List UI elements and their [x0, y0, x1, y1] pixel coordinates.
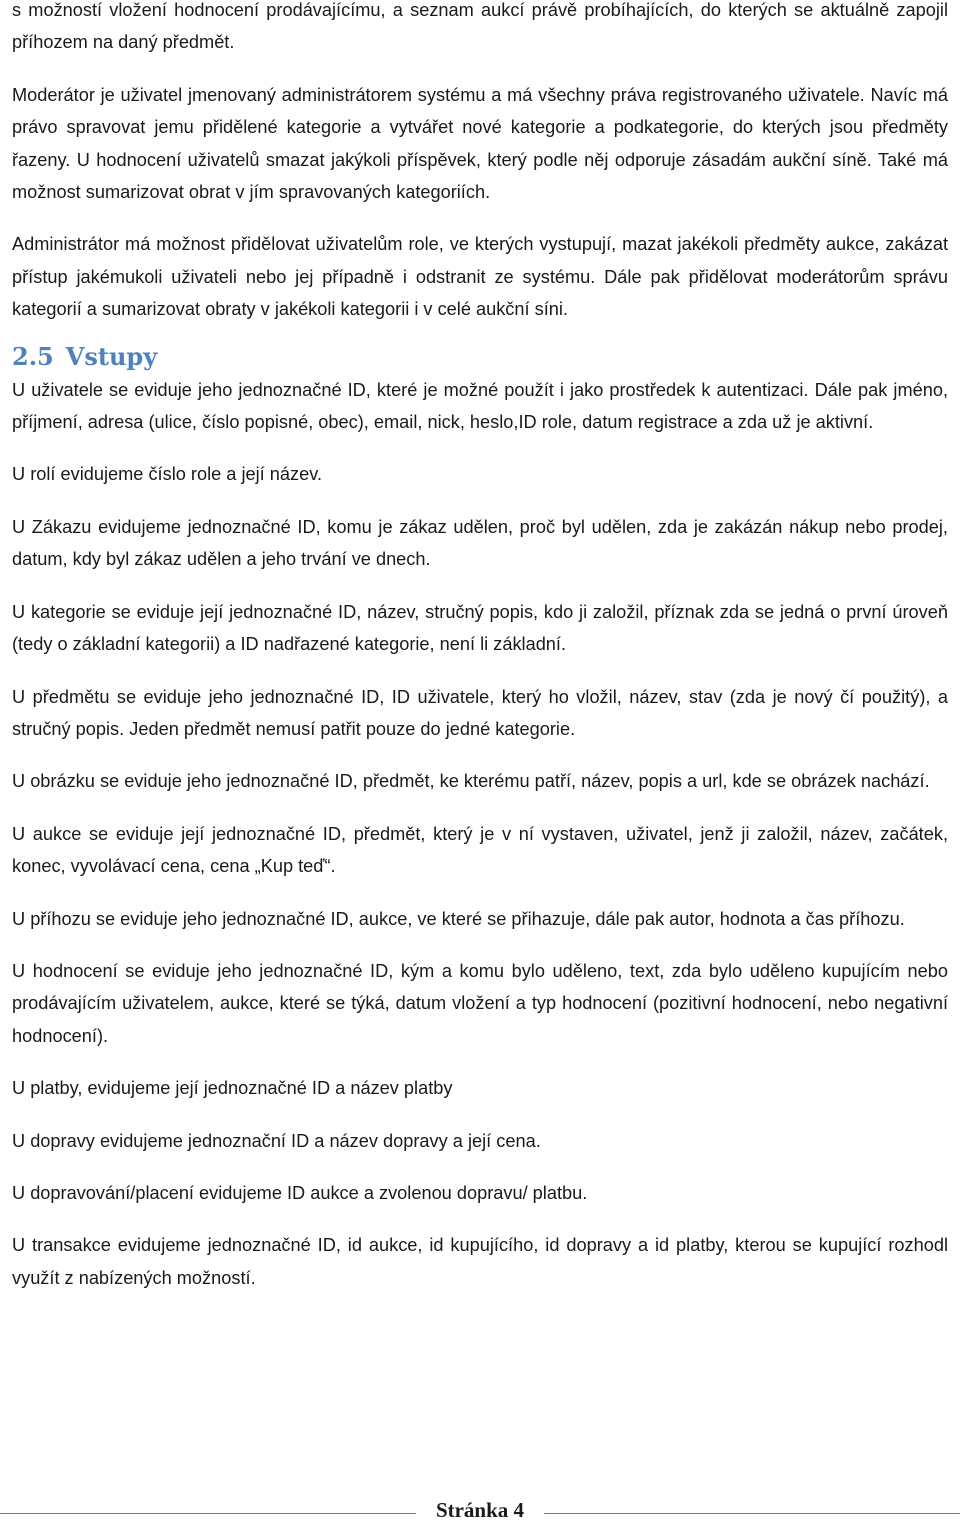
paragraph-shipping-payment: U dopravování/placení evidujeme ID aukce a zvolenou dopravu/ platbu. [12, 1182, 588, 1203]
paragraph-shipping: U dopravy evidujeme jednoznační ID a název dopravy a její cena. [12, 1130, 541, 1151]
paragraph-moderator: Moderátor je uživatel jmenovaný administrátorem systému a má všechny práva registrovaného uživatele. Navíc má právo spravovat jemu přidělené kategorie a vytvářet nové kategorie a podkategorie, do kterých jsou předměty řazeny. U hodnocení uživatelů smazat jakýkoli příspěvek, který podle něj odporuje zásadám aukční síně. Také má možnost sumarizovat obrat v jím spravovaných kategoriích. [12, 84, 948, 203]
section-number: 2.5 [12, 341, 54, 371]
paragraph-transaction: U transakce evidujeme jednoznačné ID, id aukce, id kupujícího, id dopravy a id platby, kterou se kupující rozhodl využít z nabízených možností. [12, 1235, 948, 1288]
paragraph-rating: U hodnocení se eviduje jeho jednoznačné ID, kým a komu bylo uděleno, text, zda bylo uděleno kupujícím nebo prodávajícím uživatelem, aukce, které se týká, datum vložení a typ hodnocení (pozitivní hodnocení, nebo negativní hodnocení). [12, 960, 948, 1046]
section-heading [12, 340, 948, 374]
paragraph-roles: U rolí evidujeme číslo role a její název. [12, 464, 322, 485]
footer-divider-right [544, 1513, 960, 1514]
page-footer [0, 1496, 960, 1526]
section-title: Vstupy [65, 341, 158, 371]
paragraph-image: U obrázku se eviduje jeho jednoznačné ID, předmět, ke kterému patří, název, popis a url, kde se obrázek nachází. [12, 771, 930, 792]
paragraph-bid: U příhozu se eviduje jeho jednoznačné ID, aukce, ve které se přihazuje, dále pak autor, hodnota a čas příhozu. [12, 908, 905, 929]
page-number: Stránka 4 [435, 1498, 525, 1522]
paragraph-payment: U platby, evidujeme její jednoznačné ID a název platby [12, 1078, 453, 1099]
paragraph-administrator: Administrátor má možnost přidělovat uživatelům role, ve kterých vystupují, mazat jakékoli předměty aukce, zakázat přístup jakémukoli uživateli nebo jej případně i odstranit ze systému. Dále pak přidělovat moderátorům správu kategorií a sumarizovat obraty v jakékoli kategorii i v celé aukční síni. [12, 234, 948, 320]
document-page [12, 0, 948, 1314]
paragraph-ban: U Zákazu evidujeme jednoznačné ID, komu je zákaz udělen, proč byl udělen, zda je zakázán nákup nebo prodej, datum, kdy byl zákaz udělen a jeho trvání ve dnech. [12, 516, 948, 570]
paragraph-user-inputs: U uživatele se eviduje jeho jednoznačné ID, které je možné použít i jako prostředek k autentizaci. Dále pak jméno, příjmení, adresa (ulice, číslo popisné, obec), email, nick, heslo,ID role, datum registrace a zda už je aktivní. [12, 379, 948, 433]
paragraph-category: U kategorie se eviduje její jednoznačné ID, název, stručný popis, kdo ji založil, příznak zda se jedná o první úroveň (tedy o základní kategorii) a ID nadřazené kategorie, není li základní. [12, 601, 948, 655]
paragraph-users-continuation: s možností vložení hodnocení prodávajícímu, a seznam aukcí právě probíhajících, do kterých se aktuálně zapojil příhozem na daný předmět. [12, 0, 948, 53]
paragraph-item: U předmětu se eviduje jeho jednoznačné ID, ID uživatele, který ho vložil, název, stav (zda je nový čí použitý), a stručný popis. Jeden předmět nemusí patřit pouze do jedné kategorie. [12, 686, 948, 739]
paragraph-auction: U aukce se eviduje její jednoznačné ID, předmět, který je v ní vystaven, uživatel, jenž ji založil, název, začátek, konec, vyvolávací cena, cena „Kup teď“. [12, 823, 948, 877]
footer-divider-left [0, 1513, 416, 1514]
